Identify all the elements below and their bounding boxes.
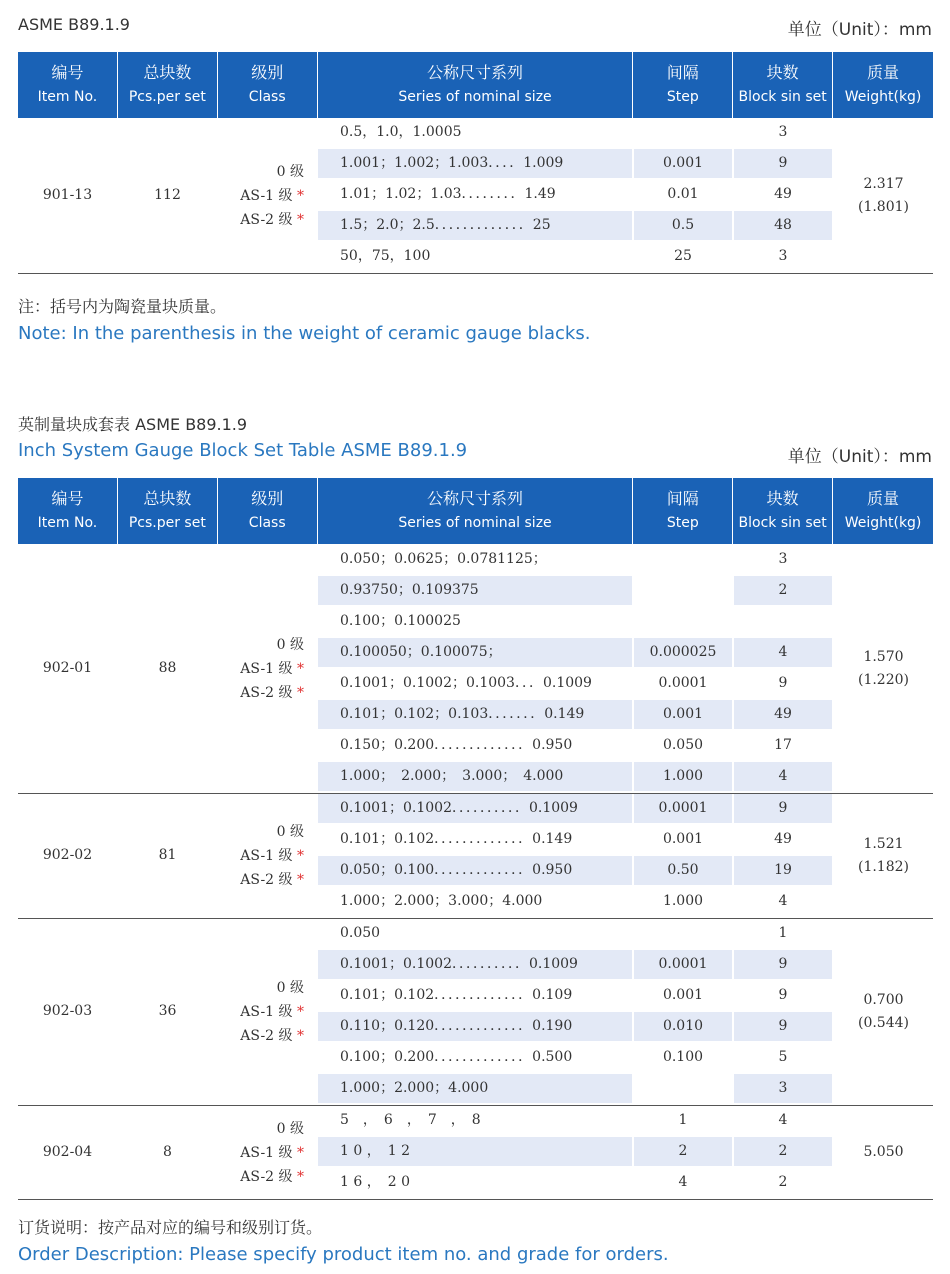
class-label: AS-1 级	[240, 848, 293, 864]
series-cell: 0.100050；0.100075；	[318, 638, 632, 667]
star-mark: *	[292, 187, 304, 204]
blocks-cell: 3	[778, 248, 788, 264]
class-label: 0 级	[276, 163, 304, 180]
class-line	[218, 868, 304, 892]
table-row	[0, 762, 950, 791]
pcs-cell: 112	[154, 186, 181, 203]
table-row	[0, 242, 950, 271]
table-row	[0, 118, 950, 147]
series-cell: 1.5；2.0；2.5．．．．．．．．．．．．．25	[318, 211, 632, 240]
class-line	[218, 1024, 304, 1048]
class-label: 0 级	[276, 980, 304, 996]
header-step-en: Step	[666, 515, 699, 531]
header-blocks-zh: 块数	[766, 63, 799, 82]
header-series	[318, 52, 633, 118]
class-line	[218, 657, 304, 681]
table-row	[0, 950, 950, 979]
series-cell: 0.101；0.102．．．．．．．．．．．．．0.109	[340, 987, 573, 1003]
header-class-en: Class	[248, 515, 286, 531]
star-mark: *	[292, 1004, 304, 1020]
blocks-cell: 9	[778, 675, 788, 691]
class-label: AS-1 级	[240, 1004, 293, 1020]
blocks-cell: 2	[734, 576, 832, 605]
blocks-cell: 9	[734, 1012, 832, 1041]
header-pcs-zh: 总块数	[143, 489, 192, 508]
star-mark: *	[292, 211, 304, 228]
step-cell: 1	[678, 1112, 688, 1128]
series-cell: 0.5，1.0，1.0005	[340, 124, 462, 140]
step-cell: 0.0001	[634, 794, 732, 823]
header-class-zh: 级别	[251, 489, 284, 508]
series-cell: 0.101；0.102；0.103．．．．．．．0.149	[318, 700, 632, 729]
order-en: Order Description: Please specify product item no. and grade for orders.	[18, 1244, 669, 1265]
table-row	[0, 919, 950, 948]
series-cell: 5 ， 6 ， 7 ， 8	[340, 1112, 481, 1128]
header-blocks-en: Block sin set	[738, 89, 827, 105]
blocks-cell: 48	[734, 211, 832, 240]
class-label: AS-2 级	[240, 1028, 293, 1044]
series-cell: 0.1001；0.1002；0.1003．．．0.1009	[340, 675, 592, 691]
header-blocks	[733, 52, 832, 118]
class-line	[218, 160, 304, 184]
class-label: AS-2 级	[240, 211, 293, 228]
weight-steel: 2.317	[863, 175, 904, 192]
class-line	[218, 976, 304, 1000]
blocks-cell: 9	[778, 987, 788, 1003]
weight-cell	[834, 1141, 933, 1164]
group-divider	[18, 273, 933, 274]
step-cell: 0.0001	[658, 675, 708, 691]
class-label: AS-2 级	[240, 685, 293, 701]
step-cell: 0.000025	[634, 638, 732, 667]
table1-header	[18, 52, 933, 118]
item-no-cell: 902-01	[42, 660, 93, 676]
blocks-cell: 5	[778, 1049, 788, 1065]
series-cell: 0.101；0.102．．．．．．．．．．．．．0.149	[340, 831, 573, 847]
weight-steel: 0.700	[863, 992, 904, 1008]
table-row	[0, 149, 950, 178]
item-no-cell: 902-03	[42, 1003, 93, 1019]
blocks-cell: 2	[778, 1174, 788, 1190]
group-divider	[18, 1199, 933, 1200]
table2-title-zh: 英制量块成套表 ASME B89.1.9	[18, 415, 248, 434]
blocks-cell: 3	[734, 1074, 832, 1103]
weight-ceramic: (1.801)	[857, 198, 909, 215]
star-mark: *	[292, 848, 304, 864]
series-cell: 1.001；1.002；1.003．．．．1.009	[318, 149, 632, 178]
class-line	[218, 844, 304, 868]
item-no-cell: 901-13	[42, 186, 93, 203]
blocks-cell: 9	[734, 149, 832, 178]
step-cell: 0.01	[667, 186, 699, 202]
class-label: AS-2 级	[240, 1168, 293, 1185]
header-item-en: Item No.	[37, 89, 98, 105]
table-row	[0, 211, 950, 240]
table-row	[0, 1106, 950, 1135]
step-cell: 0.50	[634, 856, 732, 885]
series-cell: 0.110；0.120．．．．．．．．．．．．．0.190	[318, 1012, 632, 1041]
class-label: 0 级	[276, 824, 304, 840]
header-blocks	[733, 478, 832, 544]
step-cell: 0.001	[634, 149, 732, 178]
class-line	[218, 1000, 304, 1024]
header-class-en: Class	[248, 89, 286, 105]
blocks-cell: 4	[734, 762, 832, 791]
header-weight-zh: 质量	[867, 63, 900, 82]
header-series-zh: 公称尺寸系列	[426, 489, 523, 508]
series-cell: 0.050；0.100．．．．．．．．．．．．．0.950	[318, 856, 632, 885]
series-cell: 0.100；0.100025	[340, 613, 461, 629]
header-weight-en: Weight(kg)	[844, 515, 922, 531]
weight-steel: 1.521	[863, 836, 904, 852]
star-mark: *	[292, 1168, 304, 1185]
header-weight-zh: 质量	[867, 489, 900, 508]
header-item	[18, 478, 117, 544]
order-zh: 订货说明：按产品对应的编号和级别订货。	[18, 1218, 323, 1237]
class-line	[218, 184, 304, 208]
blocks-cell: 4	[778, 1112, 788, 1128]
blocks-cell: 4	[778, 893, 788, 909]
series-cell: 0.050	[340, 925, 381, 941]
class-cell	[218, 1117, 316, 1189]
step-cell: 25	[674, 248, 692, 264]
weight-steel: 1.570	[863, 649, 904, 665]
series-cell: 0.100；0.200．．．．．．．．．．．．．0.500	[340, 1049, 573, 1065]
blocks-cell: 49	[774, 186, 792, 202]
weight-ceramic: (1.220)	[857, 672, 909, 688]
header-item-en: Item No.	[37, 515, 98, 531]
header-step-zh: 间隔	[666, 489, 699, 508]
header-step	[633, 478, 732, 544]
star-mark: *	[292, 1144, 304, 1161]
blocks-cell: 17	[774, 737, 792, 753]
table-row	[0, 545, 950, 574]
class-line	[218, 1117, 304, 1141]
header-series-zh: 公称尺寸系列	[426, 63, 523, 82]
blocks-cell: 4	[734, 638, 832, 667]
header-step	[633, 52, 732, 118]
blocks-cell: 9	[734, 950, 832, 979]
header-blocks-en: Block sin set	[738, 515, 827, 531]
series-cell: 0.1001；0.1002．．．．．．．．．．0.1009	[318, 950, 632, 979]
header-pcs-en: Pcs.per set	[128, 515, 206, 531]
series-cell: 1 6 ， 2 0	[340, 1174, 410, 1190]
star-mark: *	[292, 685, 304, 701]
table-row	[0, 887, 950, 916]
class-line	[218, 820, 304, 844]
pcs-cell: 8	[163, 1143, 172, 1160]
weight-cell	[834, 646, 933, 692]
class-line	[218, 208, 304, 232]
table-row	[0, 1043, 950, 1072]
class-label: AS-2 级	[240, 872, 293, 888]
series-cell: 1.01；1.02；1.03．．．．．．．．1.49	[340, 186, 556, 202]
class-cell	[218, 633, 316, 705]
note-en: Note: In the parenthesis in the weight of ceramic gauge blacks.	[18, 323, 591, 344]
header-blocks-zh: 块数	[766, 489, 799, 508]
pcs-cell: 36	[158, 1003, 177, 1019]
class-label: 0 级	[276, 637, 304, 653]
weight-ceramic: (1.182)	[857, 859, 909, 875]
series-cell: 1.000； 2.000； 3.000； 4.000	[318, 762, 632, 791]
class-cell	[218, 976, 316, 1048]
class-label: AS-1 级	[240, 661, 293, 677]
step-cell: 0.010	[634, 1012, 732, 1041]
header-series-en: Series of nominal size	[398, 515, 552, 531]
series-cell: 0.93750；0.109375	[318, 576, 632, 605]
header-weight	[833, 52, 933, 118]
table-row	[0, 794, 950, 823]
series-cell: 1.000；2.000；3.000；4.000	[340, 893, 543, 909]
step-cell: 0.001	[662, 831, 704, 847]
blocks-cell: 3	[778, 124, 788, 140]
step-cell: 0.001	[634, 700, 732, 729]
star-mark: *	[292, 1028, 304, 1044]
weight-cell	[834, 989, 933, 1035]
class-cell	[218, 820, 316, 892]
class-label: AS-1 级	[240, 187, 293, 204]
header-weight	[833, 478, 933, 544]
item-no-cell: 902-04	[42, 1143, 93, 1160]
table-row	[0, 1168, 950, 1197]
series-cell: 0.050；0.0625；0.0781125；	[340, 551, 547, 567]
header-item-zh: 编号	[51, 489, 84, 508]
table2-header	[18, 478, 933, 544]
header-pcs-zh: 总块数	[143, 63, 192, 82]
class-label: 0 级	[276, 1120, 304, 1137]
header-class-zh: 级别	[251, 63, 284, 82]
series-cell: 1 0 ， 1 2	[318, 1137, 632, 1166]
header-series	[318, 478, 633, 544]
table2-title-en: Inch System Gauge Block Set Table ASME B89.1.9	[18, 440, 468, 461]
blocks-cell: 9	[734, 794, 832, 823]
header-class	[218, 52, 317, 118]
header-step-zh: 间隔	[666, 63, 699, 82]
class-line	[218, 1141, 304, 1165]
table2-unit: 单位（Unit）：mm	[787, 447, 932, 467]
item-no-cell: 902-02	[42, 847, 93, 863]
header-series-en: Series of nominal size	[398, 89, 552, 105]
class-line	[218, 681, 304, 705]
pcs-cell: 88	[158, 660, 177, 676]
step-cell: 0.050	[662, 737, 704, 753]
pcs-cell: 81	[158, 847, 177, 863]
class-cell	[218, 160, 316, 232]
series-cell: 0.150；0.200．．．．．．．．．．．．．0.950	[340, 737, 573, 753]
star-mark: *	[292, 661, 304, 677]
header-item-zh: 编号	[51, 63, 84, 82]
blocks-cell: 2	[734, 1137, 832, 1166]
step-cell: 1.000	[662, 893, 704, 909]
series-cell: 0.1001；0.1002．．．．．．．．．．0.1009	[318, 794, 632, 823]
weight-cell	[834, 173, 933, 219]
header-item	[18, 52, 117, 118]
step-cell: 4	[678, 1174, 688, 1190]
header-pcs-en: Pcs.per set	[128, 89, 206, 105]
weight-cell	[834, 833, 933, 879]
header-class	[218, 478, 317, 544]
step-cell: 1.000	[634, 762, 732, 791]
star-mark: *	[292, 872, 304, 888]
blocks-cell: 19	[734, 856, 832, 885]
table-row	[0, 700, 950, 729]
blocks-cell: 3	[778, 551, 788, 567]
header-pcs	[118, 478, 217, 544]
note-zh: 注：括号内为陶瓷量块质量。	[18, 297, 227, 316]
step-cell: 0.0001	[634, 950, 732, 979]
table-row	[0, 607, 950, 636]
class-line	[218, 1165, 304, 1189]
weight-steel: 5.050	[863, 1143, 904, 1160]
step-cell: 0.100	[662, 1049, 704, 1065]
step-cell: 2	[634, 1137, 732, 1166]
header-pcs	[118, 52, 217, 118]
series-cell: 50，75，100	[340, 248, 431, 264]
header-step-en: Step	[666, 89, 699, 105]
weight-ceramic: (0.544)	[857, 1015, 909, 1031]
step-cell: 0.5	[634, 211, 732, 240]
blocks-cell: 49	[734, 700, 832, 729]
table-row	[0, 1074, 950, 1103]
class-label: AS-1 级	[240, 1144, 293, 1161]
step-cell: 0.001	[662, 987, 704, 1003]
table-row	[0, 576, 950, 605]
table-row	[0, 731, 950, 760]
class-line	[218, 633, 304, 657]
blocks-cell: 49	[774, 831, 792, 847]
blocks-cell: 1	[778, 925, 788, 941]
table1-title: ASME B89.1.9	[18, 15, 130, 34]
series-cell: 1.000；2.000；4.000	[318, 1074, 632, 1103]
table1-unit: 单位（Unit）：mm	[787, 20, 932, 40]
header-weight-en: Weight(kg)	[844, 89, 922, 105]
